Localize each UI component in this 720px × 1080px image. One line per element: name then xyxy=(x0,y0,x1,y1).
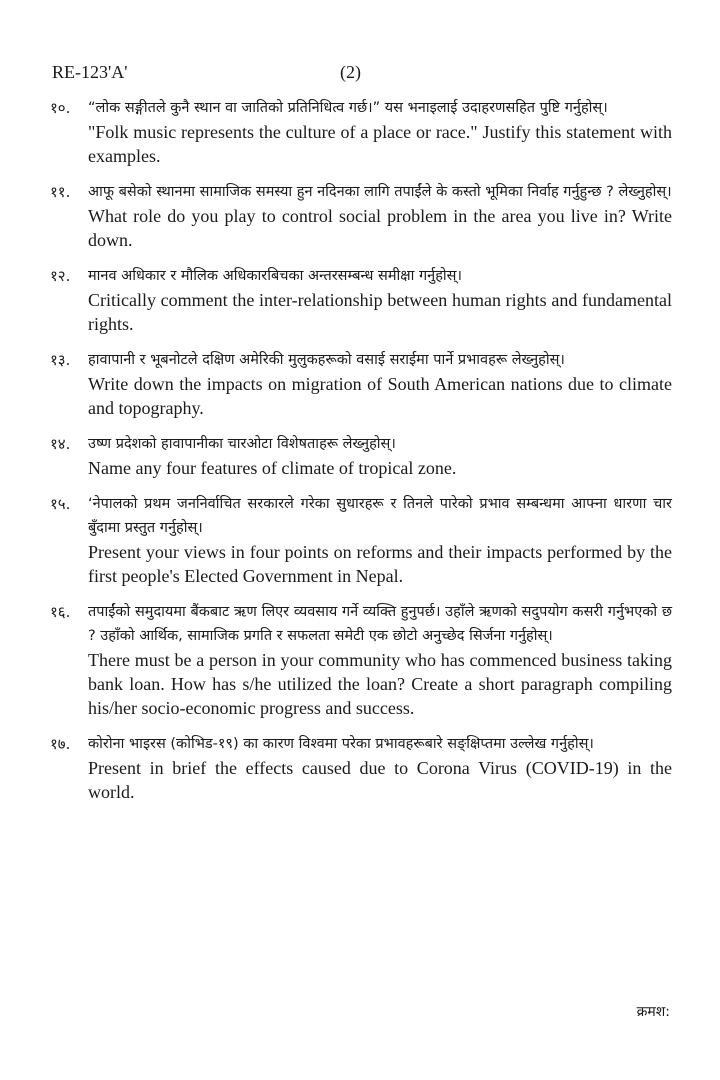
question-10 xyxy=(50,96,672,168)
question-11 xyxy=(50,180,672,252)
question-16 xyxy=(50,600,672,720)
question-list xyxy=(50,96,672,816)
question-number: १७. xyxy=(50,735,71,753)
question-15 xyxy=(50,492,672,588)
question-english-text: Name any four features of climate of tropical zone. xyxy=(88,458,457,478)
question-english-text: Critically comment the inter-relationship between human rights and fundamental rights. xyxy=(88,290,672,334)
question-nepali-text: “लोक सङ्गीतले कुनै स्थान वा जातिको प्रतिनिधित्व गर्छ।” यस भनाइलाई उदाहरणसहित पुष्टि गर्नुहोस्। xyxy=(88,100,608,116)
question-english-text: Present your views in four points on reforms and their impacts performed by the first people's Elected Government in Nepal. xyxy=(88,542,672,586)
question-number: १०. xyxy=(50,99,71,117)
question-nepali-text: कोरोना भाइरस (कोभिड-१९) का कारण विश्वमा परेका प्रभावहरूबारे सङ्क्षिप्तमा उल्लेख गर्नुहोस्। xyxy=(88,736,594,752)
question-17 xyxy=(50,732,672,804)
question-nepali-text: मानव अधिकार र मौलिक अधिकारबिचका अन्तरसम्बन्ध समीक्षा गर्नुहोस्। xyxy=(88,268,462,284)
question-number: १६. xyxy=(50,603,71,621)
question-number: १३. xyxy=(50,351,71,369)
question-nepali-text: आफू बसेको स्थानमा सामाजिक समस्या हुन नदिनका लागि तपाईंले के कस्तो भूमिका निर्वाह गर्नुहुन्छ ? लेख्नुहोस्। xyxy=(88,184,672,200)
question-number: १२. xyxy=(50,267,71,285)
question-number: ११. xyxy=(50,183,71,201)
continued-marker: क्रमश: xyxy=(636,1004,670,1020)
question-english-text: What role do you play to control social problem in the area you live in? Write down. xyxy=(88,206,672,250)
question-nepali-text: हावापानी र भूबनोटले दक्षिण अमेरिकी मुलुकहरूको वसाई सराईमा पार्ने प्रभावहरू लेख्नुहोस्। xyxy=(88,352,565,368)
question-13 xyxy=(50,348,672,420)
exam-code: RE-123'A' xyxy=(52,62,128,82)
page-header xyxy=(52,62,672,86)
question-nepali-text: ‘नेपालको प्रथम जननिर्वाचित सरकारले गरेका सुधारहरू र तिनले पारेको प्रभाव सम्बन्धमा आफ्ना धारणा चार बुँदामा प्रस्तुत गर्नुहोस्। xyxy=(88,496,672,536)
question-english-text: There must be a person in your community who has commenced business taking bank loan. How has s/he utilized the loan? Create a short paragraph compiling his/her socio-economic progress and success. xyxy=(88,650,672,718)
question-english-text: Write down the impacts on migration of South American nations due to climate and topography. xyxy=(88,374,672,418)
question-english-text: "Folk music represents the culture of a place or race." Justify this statement with examples. xyxy=(88,122,672,166)
question-nepali-text: तपाईंको समुदायमा बैंकबाट ऋण लिएर व्यवसाय गर्ने व्यक्ति हुनुपर्छ। उहाँले ऋणको सदुपयोग कसरी गर्नुभएको छ ? उहाँको आर्थिक, सामाजिक प्रगति र सफलता समेटी एक छोटो अनुच्छेद सिर्जना गर्नुहोस्। xyxy=(88,604,672,644)
question-14 xyxy=(50,432,672,480)
page-number: (2) xyxy=(340,62,361,82)
question-12 xyxy=(50,264,672,336)
question-number: १४. xyxy=(50,435,71,453)
question-english-text: Present in brief the effects caused due to Corona Virus (COVID-19) in the world. xyxy=(88,758,672,802)
question-number: १५. xyxy=(50,495,71,513)
question-nepali-text: उष्ण प्रदेशको हावापानीका चारओटा विशेषताहरू लेख्नुहोस्। xyxy=(88,436,396,452)
